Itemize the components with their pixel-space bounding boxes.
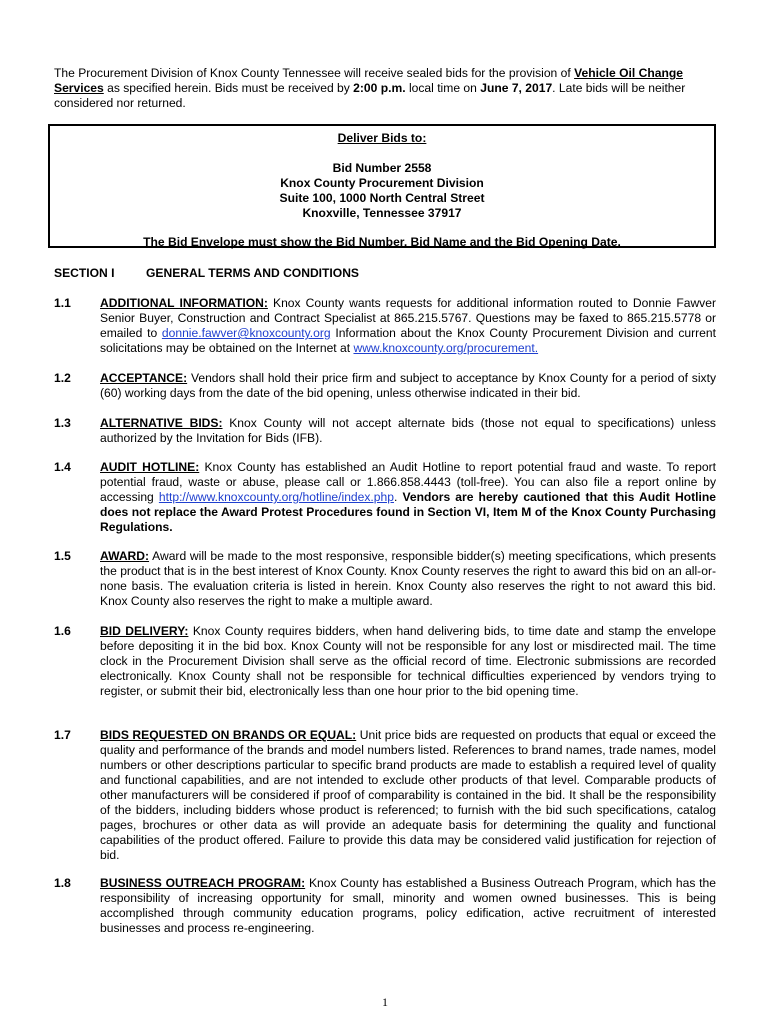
item-text	[100, 728, 716, 863]
item-number: 1.8	[54, 876, 71, 890]
address-line: Suite 100, 1000 North Central Street	[279, 191, 485, 205]
bid-deadline-date: June 7, 2017	[480, 81, 553, 95]
item-text	[100, 460, 716, 535]
item-number: 1.1	[54, 296, 71, 310]
section-heading	[54, 266, 359, 281]
item-number: 1.5	[54, 549, 71, 563]
division-name: Knox County Procurement Division	[280, 176, 484, 190]
item-heading: ACCEPTANCE:	[100, 371, 188, 385]
item-heading: AWARD:	[100, 549, 150, 563]
deliver-bids-box	[48, 124, 716, 248]
item-body: Knox County has established a Business Outreach Program, which has the responsibility of increasing opportunity for small, minority and women owned businesses. This is being accomplished through community education programs, policy edification, active recruitment of interested businesses and process re-engineering.	[100, 876, 716, 935]
intro-text: The Procurement Division of Knox County Tennessee will receive sealed bids for the provision of	[54, 66, 575, 80]
hotline-link[interactable]: http://www.knoxcounty.org/hotline/index.php	[158, 490, 394, 504]
item-body: Unit price bids are requested on products that equal or exceed the quality and performance of the brands and model numbers listed. References to brand names, trade names, model numbers or other descriptions particular to specific brand products are made to establish a required level of quality and functional capabilities, and are not intended to exclude other products of that level. Comparable products of other manufacturers will be considered if proof of comparability is contained in the bid. It shall be the responsibility of the bidders, including bidders whose product is referenced; to furnish with the bid such specifications, catalog pages, brochures or other data as will provide an adequate basis for determining the quality and functional capabilities of the product offered. Failure to provide this data may be considered valid justification for rejection of bid.	[100, 728, 716, 862]
item-number: 1.7	[54, 728, 71, 742]
item-number: 1.3	[54, 416, 71, 430]
section-title: GENERAL TERMS AND CONDITIONS	[146, 266, 359, 280]
section-number: SECTION I	[54, 266, 115, 280]
item-body: Knox County will not accept alternate bids (those not equal to specifications) unless authorized by the Invitation for Bids (IFB).	[100, 416, 716, 445]
item-body: Information about the Knox County Procurement Division and current solicitations may be obtained on the Internet at	[100, 326, 716, 355]
item-text	[100, 416, 716, 446]
item-heading: ADDITIONAL INFORMATION:	[100, 296, 268, 310]
item-text	[100, 549, 716, 609]
item-text	[100, 371, 716, 401]
item-heading: ALTERNATIVE BIDS:	[100, 416, 223, 430]
item-text	[100, 876, 716, 936]
item-body: .	[393, 490, 403, 504]
intro-text: local time on	[405, 81, 481, 95]
item-heading: BID DELIVERY:	[100, 624, 189, 638]
item-number: 1.4	[54, 460, 71, 474]
email-link[interactable]: donnie.fawver@knoxcounty.org	[161, 326, 331, 340]
item-body: Vendors shall hold their price firm and subject to acceptance by Knox County for a period of sixty (60) working days from the date of the bid opening, unless otherwise indicated in their bid.	[100, 371, 716, 400]
intro-text: as specified herein. Bids must be received by	[103, 81, 354, 95]
item-heading: BUSINESS OUTREACH PROGRAM:	[100, 876, 306, 890]
item-text	[100, 296, 716, 356]
bid-subject: Vehicle Oil Change Services	[54, 66, 683, 95]
item-heading: AUDIT HOTLINE:	[100, 460, 200, 474]
audit-caution: Vendors are hereby cautioned that this Audit Hotline does not replace the Award Protest Procedures found in Section VI, Item M of the Knox County Purchasing Regulations.	[100, 490, 716, 534]
item-body: Award will be made to the most responsive, responsible bidder(s) meeting specifications, which presents the product that is in the best interest of Knox County. Knox County reserves the right to award this bid on an all-or-none basis. The evaluation criteria is listed in herein. Knox County also reserves the right to not award this bid. Knox County also reserves the right to make a multiple award.	[100, 549, 716, 608]
item-body: Knox County wants requests for additional information routed to Donnie Fawver Senior Buyer, Construction and Contract Specialist at 865.215.5767. Questions may be faxed to 865.215.5778 or emailed to	[100, 296, 716, 340]
item-body: Knox County has established an Audit Hotline to report potential fraud and waste. To report potential fraud, waste or abuse, please call or 1.866.858.4443 (toll-free). You can also file a report online by accessing	[100, 460, 716, 504]
envelope-notice: The Bid Envelope must show the Bid Number, Bid Name and the Bid Opening Date.	[143, 235, 621, 249]
procurement-link[interactable]: www.knoxcounty.org/procurement.	[353, 341, 539, 355]
deliver-heading: Deliver Bids to:	[337, 131, 427, 145]
intro-text: . Late bids will be neither considered nor returned.	[54, 81, 686, 110]
item-text	[100, 624, 716, 699]
item-heading: BIDS REQUESTED ON BRANDS OR EQUAL:	[100, 728, 357, 742]
item-number: 1.6	[54, 624, 71, 638]
bid-deadline-time: 2:00 p.m.	[353, 81, 406, 95]
item-body: Knox County requires bidders, when hand delivering bids, to time date and stamp the envelope before depositing it in the bid box. Knox County will not be responsible for any lost or misdirected mail. The time clock in the Procurement Division shall serve as the official record of time. Electronic submissions are recorded electronically. Knox County shall not be responsible for technical difficulties experienced by vendors trying to register, or submit their bid, electronically less than one hour prior to the bid opening time.	[100, 624, 716, 698]
bid-number: Bid Number 2558	[332, 161, 432, 175]
city-line: Knoxville, Tennessee 37917	[302, 206, 462, 220]
page-number: 1	[382, 995, 388, 1009]
item-number: 1.2	[54, 371, 71, 385]
intro-paragraph	[54, 66, 716, 111]
